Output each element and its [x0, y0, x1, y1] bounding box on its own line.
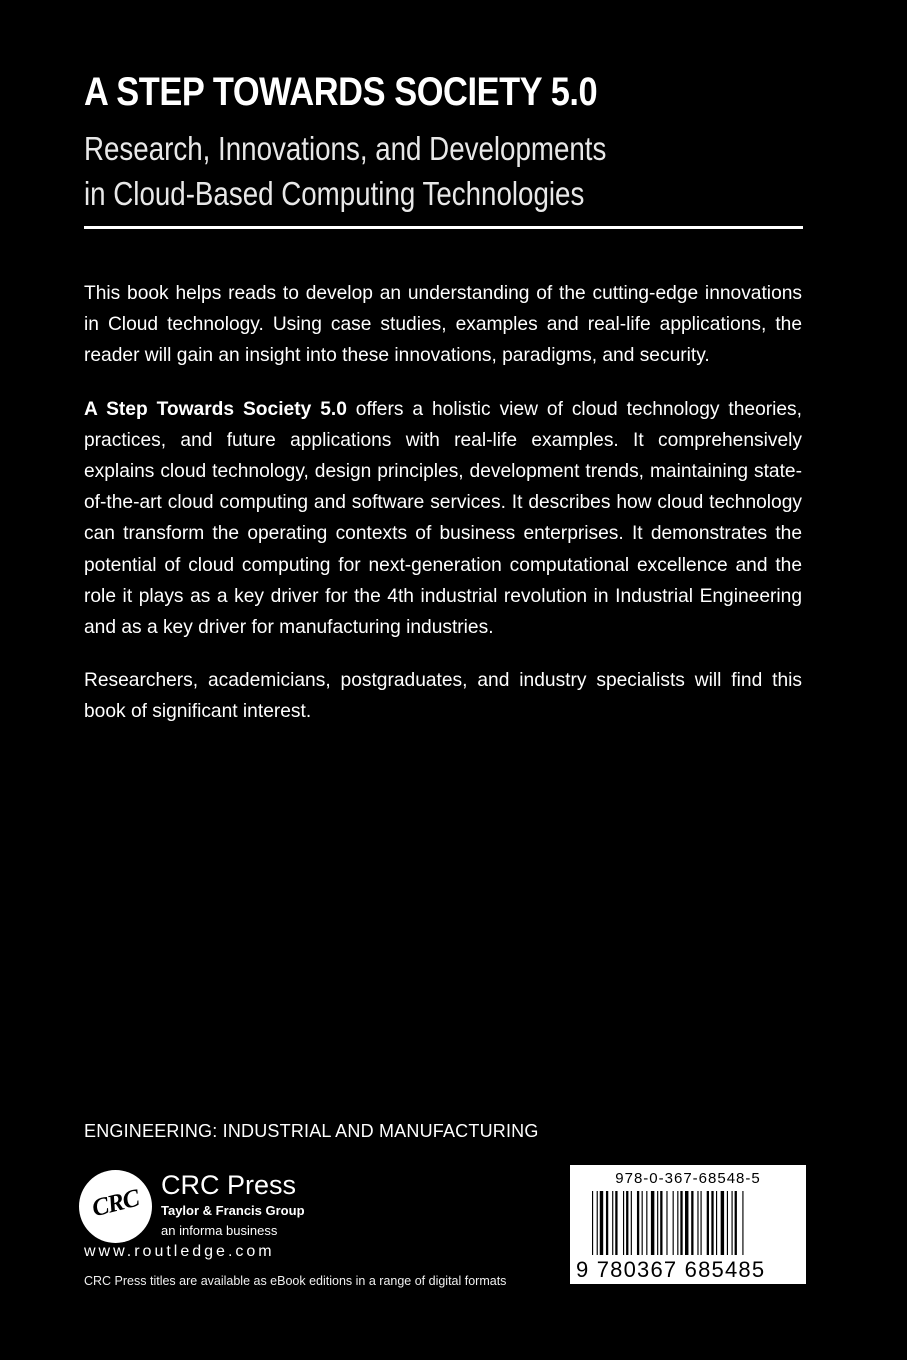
blurb-paragraph-3: Researchers, academicians, postgraduates, and industry specialists will find this book of significant interest. [84, 670, 802, 723]
title-divider [84, 226, 803, 229]
barcode-bar [646, 1191, 647, 1255]
isbn-barcode [570, 1165, 806, 1284]
barcode-bar [727, 1191, 728, 1255]
barcode-bar [742, 1191, 743, 1255]
barcode-bar [642, 1191, 643, 1255]
barcode-bar [660, 1191, 662, 1255]
blurb-paragraph-2 [84, 394, 802, 644]
barcode-bar [721, 1191, 724, 1255]
barcode-bar [615, 1191, 617, 1255]
barcode-bar [732, 1191, 733, 1255]
barcode-bar [651, 1191, 654, 1255]
barcode-bar [623, 1191, 624, 1255]
barcode-bar [680, 1191, 682, 1255]
barcode-bar [691, 1191, 693, 1255]
subtitle-line-1: Research, Innovations, and Developments [84, 130, 607, 167]
barcode-bar [626, 1191, 628, 1255]
barcode-bar [701, 1191, 702, 1255]
book-title: A STEP TOWARDS SOCIETY 5.0 [84, 70, 598, 114]
blurb-paragraph-1: This book helps reads to develop an understanding of the cutting-edge innovations in Cloud technology. Using case studies, examples and real-life applications, the reader will gain an insight into these innovations, paradigms, and security. [84, 283, 802, 367]
barcode-bar [677, 1191, 678, 1255]
barcode-bar [612, 1191, 613, 1255]
blurb-paragraph-2-text: offers a holistic view of cloud technology theories, practices, and future applications with real-life examples. It comprehensively explains cloud technology, design principles, development trends, maintaining state-of-the-art cloud computing and software services. It describes how cloud technology can transform the operating contexts of business enterprises. It demonstrates the potential of cloud computing for next-generation computational excellence and the role it plays as a key driver for the 4th industrial revolution in Industrial Engineering and as a key driver for manufacturing industries. [84, 398, 802, 639]
ebook-note: CRC Press titles are available as eBook editions in a range of digital formats [84, 1274, 507, 1288]
barcode-digits: 9 780367 685485 [576, 1257, 766, 1282]
barcode-bar [637, 1191, 639, 1255]
subject-category: ENGINEERING: INDUSTRIAL AND MANUFACTURING [84, 1121, 539, 1141]
blurb-title-mention: A Step Towards Society 5.0 [84, 398, 347, 420]
book-subtitle [84, 126, 689, 216]
barcode-bar [716, 1191, 717, 1255]
blurb [84, 278, 802, 750]
barcode-bar [597, 1191, 598, 1255]
publisher-tagline: an informa business [161, 1223, 278, 1238]
barcode-bar [631, 1191, 632, 1255]
barcode-bar [600, 1191, 603, 1255]
barcode-bars [592, 1191, 792, 1255]
barcode-bar [657, 1191, 658, 1255]
publisher-group: Taylor & Francis Group [161, 1203, 305, 1218]
barcode-bar [707, 1191, 709, 1255]
barcode-bar [666, 1191, 667, 1255]
barcode-bar [673, 1191, 674, 1255]
isbn-number: 978-0-367-68548-5 [615, 1170, 761, 1187]
crc-logo-text: CRC [89, 1184, 142, 1223]
barcode-bar [697, 1191, 698, 1255]
crc-logo [79, 1170, 152, 1243]
publisher-website: www.routledge.com [84, 1243, 275, 1260]
barcode-bar [606, 1191, 608, 1255]
barcode-bar [592, 1191, 593, 1255]
publisher-name: CRC Press [161, 1170, 297, 1200]
subtitle-line-2: in Cloud-Based Computing Technologies [84, 175, 585, 212]
barcode-bar [711, 1191, 713, 1255]
barcode-bar [735, 1191, 737, 1255]
barcode-bar [685, 1191, 688, 1255]
